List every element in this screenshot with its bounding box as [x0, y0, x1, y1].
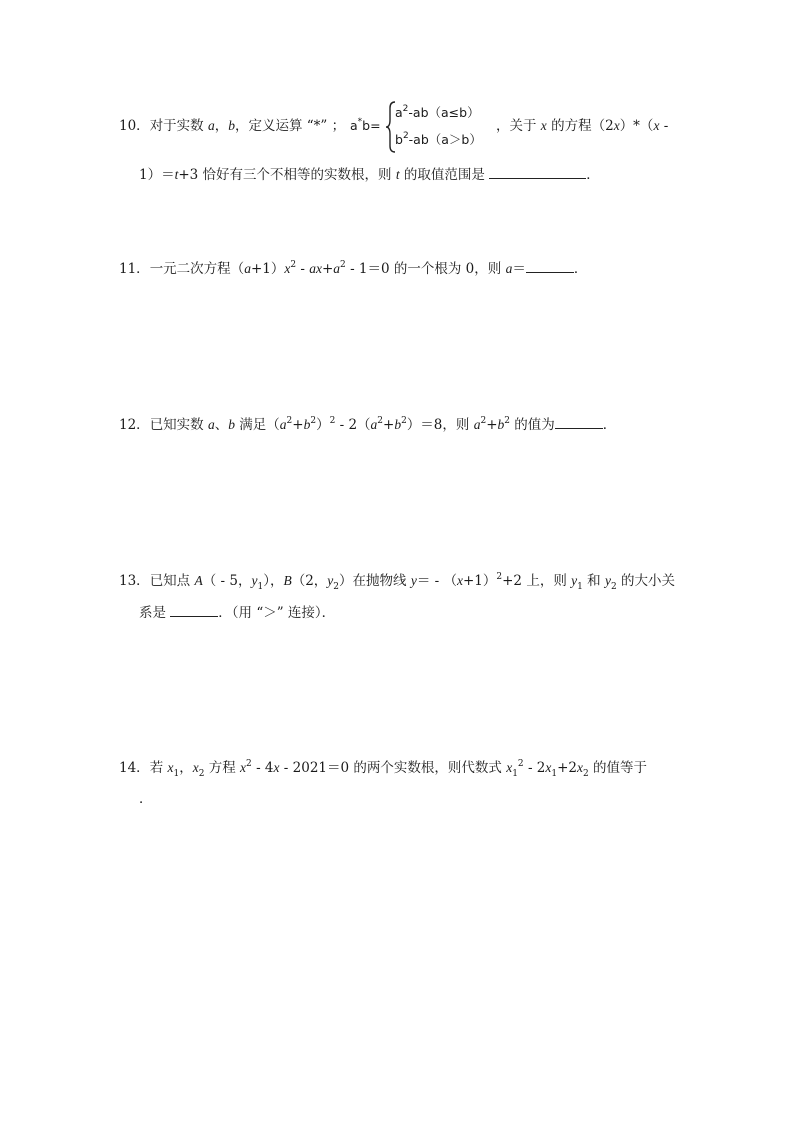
- text: +: [321, 261, 334, 277]
- var-x: x: [653, 118, 660, 133]
- text: +1）: [250, 261, 285, 277]
- text: 方程: [204, 760, 241, 776]
- var-x: x: [167, 760, 174, 775]
- exponent: 2: [402, 131, 409, 141]
- text: +3 恰好有三个不相等的实数根，则: [178, 167, 396, 183]
- var-a: a: [333, 261, 341, 276]
- exponent: 2: [402, 104, 409, 114]
- text: a: [350, 118, 358, 133]
- text: ．: [602, 417, 617, 433]
- text: - 1＝0 的一个根为 0，则: [345, 261, 506, 277]
- case-1: [395, 104, 480, 124]
- text: 和: [582, 573, 605, 589]
- var-x: x: [192, 760, 199, 775]
- text: 已知点: [149, 573, 195, 589]
- var-a: a: [505, 261, 513, 276]
- text: -: [659, 118, 669, 134]
- question-10-line-1: [119, 117, 345, 135]
- text: 的大小关: [616, 573, 675, 589]
- answer-blank[interactable]: [170, 603, 218, 617]
- text: ），: [263, 573, 284, 589]
- text: 的取值范围是: [399, 167, 490, 183]
- text: ，定义运算 “*” ；: [234, 118, 346, 134]
- text: - 2（: [335, 417, 371, 433]
- exponent: 2: [496, 572, 503, 582]
- var-b: b: [228, 417, 235, 432]
- var-y: y: [410, 573, 417, 588]
- text: ，: [214, 118, 229, 134]
- question-number: 10．: [119, 118, 150, 134]
- text: -ab（a＞b）: [408, 132, 482, 147]
- var-a: a: [207, 118, 215, 133]
- operation-definition-lhs: [350, 117, 381, 137]
- exponent: 2: [286, 416, 293, 426]
- text: ，关于: [496, 118, 541, 134]
- var-a: a: [370, 417, 378, 432]
- var-b: b: [394, 417, 402, 432]
- text: - 2021＝0 的两个实数根，则代数式: [279, 760, 507, 776]
- text: +1）: [462, 573, 497, 589]
- exponent: 2: [310, 416, 317, 426]
- var-y: y: [571, 573, 578, 588]
- text: b: [395, 132, 403, 147]
- question-number: 14．: [119, 760, 150, 776]
- var-x: x: [240, 760, 247, 775]
- var-x: x: [506, 760, 513, 775]
- question-number: 13．: [119, 573, 150, 589]
- text: a: [395, 105, 403, 120]
- text: 一元二次方程（: [149, 261, 245, 277]
- answer-blank[interactable]: [489, 165, 586, 179]
- exponent: 2: [504, 416, 510, 426]
- text: -: [296, 261, 310, 277]
- question-number: 11．: [119, 261, 150, 277]
- text: ，: [179, 760, 193, 776]
- point-B: B: [283, 573, 292, 588]
- text: +2: [557, 760, 578, 776]
- text: 的方程（2: [546, 118, 614, 134]
- question-number: 12．: [119, 417, 150, 433]
- var-a: a: [309, 261, 316, 276]
- text: ．: [139, 791, 153, 807]
- text: 的值为: [509, 417, 555, 433]
- exponent: 2: [340, 260, 346, 270]
- subscript: 1: [257, 582, 264, 592]
- text: ）: [316, 417, 330, 433]
- text: ）*（: [619, 118, 654, 134]
- exponent: 2: [480, 416, 487, 426]
- question-10-line-2: [139, 165, 600, 184]
- text: - 2: [523, 760, 546, 776]
- var-x: x: [273, 760, 280, 775]
- var-x: x: [577, 760, 584, 775]
- question-13-line-2: [139, 603, 335, 622]
- text: ．（用 “＞” 连接）．: [218, 605, 336, 621]
- exponent: 2: [377, 416, 384, 426]
- text: ．: [586, 167, 600, 183]
- text: ．: [573, 261, 588, 277]
- text: ）在抛物线: [339, 573, 411, 589]
- var-b: b: [228, 118, 235, 133]
- var-x: x: [284, 261, 291, 276]
- var-b: b: [497, 417, 505, 432]
- point-A: A: [194, 573, 203, 588]
- var-y: y: [327, 573, 334, 588]
- text: +2 上，则: [502, 573, 572, 589]
- text: +: [292, 417, 304, 433]
- text: 对于实数: [149, 118, 208, 134]
- subscript: 1: [577, 582, 583, 592]
- var-a: a: [207, 417, 215, 432]
- question-14-line-1: [119, 759, 647, 779]
- var-a: a: [473, 417, 481, 432]
- text: ＝: [512, 261, 526, 277]
- subscript: 1: [551, 769, 558, 779]
- text: 系是: [139, 605, 171, 621]
- question-12: [119, 415, 616, 436]
- star-symbol: *: [357, 117, 363, 127]
- text: （2，: [291, 573, 328, 589]
- var-y: y: [604, 573, 611, 588]
- question-11: [119, 259, 587, 280]
- subscript: 2: [198, 769, 205, 779]
- var-t: t: [174, 167, 179, 182]
- text: 、: [214, 417, 229, 433]
- subscript: 1: [173, 769, 180, 779]
- subscript: 1: [512, 769, 518, 779]
- var-a: a: [244, 261, 251, 276]
- exponent: 2: [329, 416, 336, 426]
- text: +: [383, 417, 395, 433]
- subscript: 2: [333, 582, 340, 592]
- exponent: 2: [246, 759, 252, 769]
- exponent: 2: [401, 416, 407, 426]
- text: 若: [149, 760, 168, 776]
- var-t: t: [395, 167, 400, 182]
- text: - 4: [251, 760, 274, 776]
- text: b=: [362, 118, 381, 133]
- text: 1）＝: [139, 167, 175, 183]
- text: 满足（: [234, 417, 280, 433]
- exponent: 2: [290, 260, 297, 270]
- answer-blank[interactable]: [526, 259, 574, 273]
- text: ）＝8，则: [406, 417, 474, 433]
- var-x: x: [315, 261, 322, 276]
- answer-blank[interactable]: [555, 415, 603, 429]
- exponent: 2: [517, 759, 524, 769]
- question-13-line-1: [119, 572, 675, 592]
- var-x: x: [540, 118, 547, 133]
- var-x: x: [545, 760, 552, 775]
- var-x: x: [456, 573, 463, 588]
- text: +: [486, 417, 498, 433]
- var-x: x: [613, 118, 620, 133]
- question-14-line-2: [139, 790, 153, 808]
- var-b: b: [303, 417, 311, 432]
- question-10-line-1-tail: [496, 117, 668, 135]
- text: 已知实数: [149, 417, 208, 433]
- text: （ - 5，: [202, 573, 252, 589]
- subscript: 2: [583, 769, 589, 779]
- text: ＝ - （: [416, 573, 457, 589]
- text: -ab（a≤b）: [408, 105, 480, 120]
- text: 的值等于: [588, 760, 648, 776]
- var-a: a: [279, 417, 287, 432]
- subscript: 2: [610, 582, 617, 592]
- case-2: [395, 131, 482, 151]
- var-y: y: [251, 573, 258, 588]
